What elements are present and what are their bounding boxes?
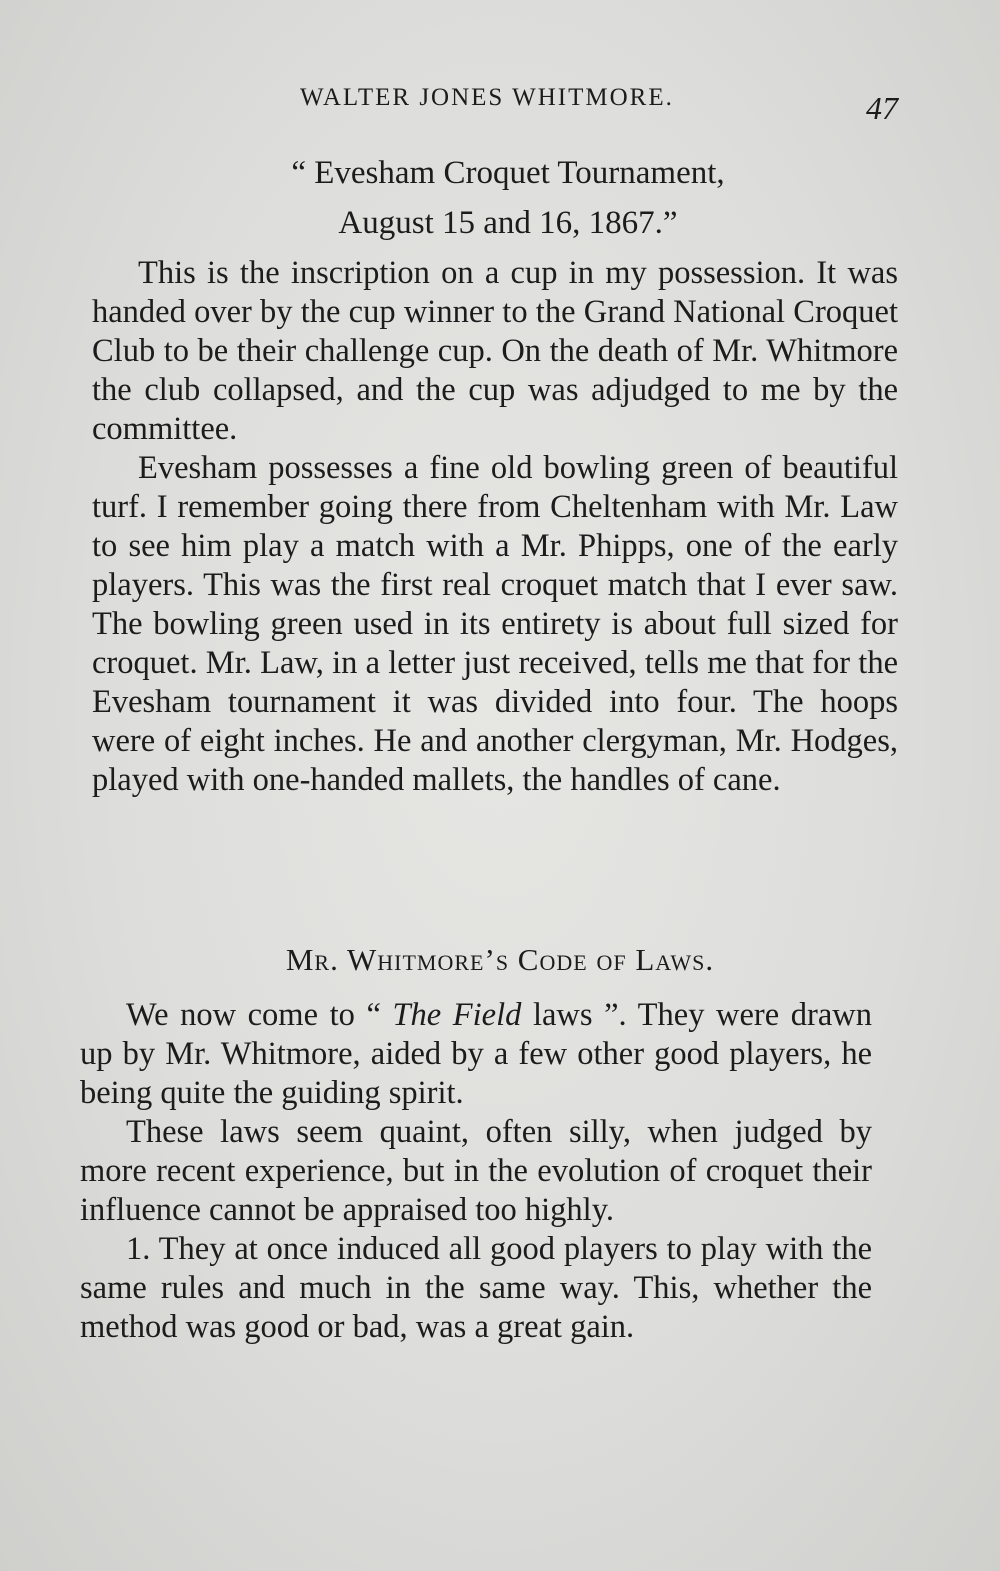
running-head	[0, 82, 1000, 126]
field-title-italic: The Field	[392, 997, 522, 1033]
paragraph-inscription: This is the inscription on a cup in my possession. It was handed over by the cup winner to the Grand National Croquet Club to be their challenge cup. On the death of Mr. Whitmore the club collapsed, and the cup was adjudged to me by the committee.	[92, 255, 898, 447]
paragraph-quaint-laws: These laws seem quaint, often silly, when judged by more recent experience, but in the evolution of croquet their influence cannot be appraised too highly.	[80, 1114, 872, 1228]
running-title: WALTER JONES WHITMORE.	[300, 84, 674, 111]
paragraph-evesham: Evesham possesses a fine old bowling green of beautiful turf. I remember going there from Cheltenham with Mr. Law to see him play a match with a Mr. Phipps, one of the early players. This was the first real croquet match that I ever saw. The bowling green used in its entirety is about full sized for croquet. Mr. Law, in a letter just received, tells me that for the Evesham tournament it was divided into four. The hoops were of eight inches. He and another clergyman, Mr. Hodges, played with one-handed mallets, the handles of cane.	[92, 450, 898, 798]
inscription-line-1: “ Evesham Croquet Tournament,	[291, 155, 725, 191]
inscription-line-2: August 15 and 16, 1867.”	[338, 205, 678, 241]
cup-inscription	[0, 148, 1000, 248]
section-1-text	[92, 254, 898, 800]
paragraph-field-laws	[80, 996, 872, 1113]
page-number: 47	[866, 90, 898, 126]
section-2-text	[80, 996, 872, 1347]
field-laws-lead: We now come to “	[126, 997, 393, 1033]
field-laws-rest: laws ”. They were drawn up by Mr. Whitmore, aided by a few other good players, he being quite the guiding spirit.	[80, 997, 872, 1111]
paragraph-point-1: 1. They at once induced all good players to play with the same rules and much in the same way. This, whether the method was good or bad, was a great gain.	[80, 1231, 872, 1345]
section-heading: Mr. Whitmore’s Code of Laws.	[285, 942, 715, 977]
